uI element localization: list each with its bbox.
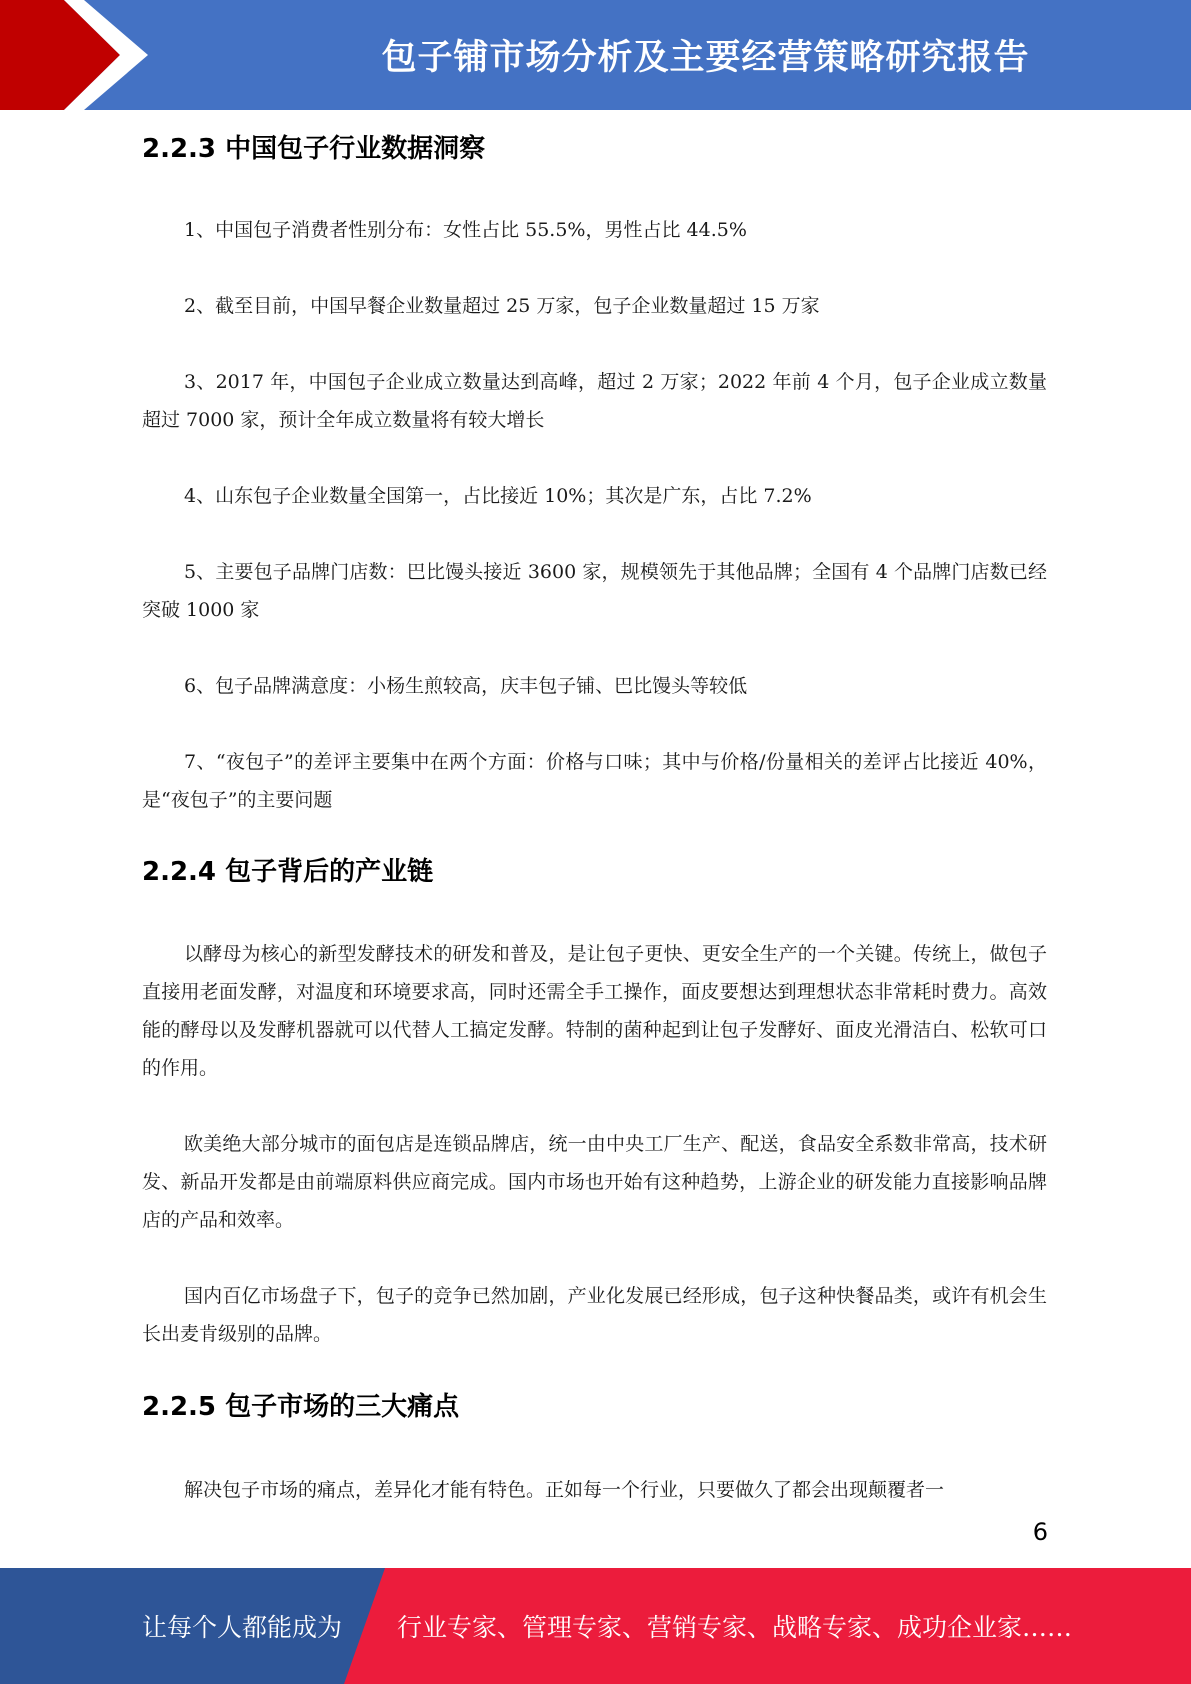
section-heading-2-2-3: 2.2.3 中国包子行业数据洞察 <box>142 134 486 164</box>
paragraph: 欧美绝大部分城市的面包店是连锁品牌店，统一由中央工厂生产、配送，食品安全系数非常高，技术研发、新品开发都是由前端原料供应商完成。国内市场也开始有这种趋势，上游企业的研发能力直接影响品牌店的产品和效率。 <box>142 1133 1047 1231</box>
paragraph: 4、山东包子企业数量全国第一，占比接近 10%；其次是广东，占比 7.2% <box>184 485 812 507</box>
section-heading-2-2-4: 2.2.4 包子背后的产业链 <box>142 857 434 887</box>
header-arrow-decoration <box>0 0 200 110</box>
report-title: 包子铺市场分析及主要经营策略研究报告 <box>381 38 1030 78</box>
page-footer <box>0 1568 1191 1684</box>
footer-slogan-right: 行业专家、管理专家、营销专家、战略专家、成功企业家…… <box>397 1613 1073 1642</box>
paragraph: 以酵母为核心的新型发酵技术的研发和普及，是让包子更快、更安全生产的一个关键。传统上，做包子直接用老面发酵，对温度和环境要求高，同时还需全手工操作，面皮要想达到理想状态非常耗时费力。高效能的酵母以及发酵机器就可以代替人工搞定发酵。特制的菌种起到让包子发酵好、面皮光滑洁白、松软可口的作用。 <box>142 943 1047 1079</box>
page-number: 6 <box>1032 1518 1048 1546</box>
paragraph: 2、截至目前，中国早餐企业数量超过 25 万家，包子企业数量超过 15 万家 <box>184 295 820 317</box>
paragraph: 解决包子市场的痛点，差异化才能有特色。正如每一个行业，只要做久了都会出现颠覆者一 <box>184 1479 945 1501</box>
paragraph: 6、包子品牌满意度：小杨生煎较高，庆丰包子铺、巴比馒头等较低 <box>184 675 748 697</box>
paragraph: 5、主要包子品牌门店数：巴比馒头接近 3600 家，规模领先于其他品牌；全国有 4 个品牌门店数已经突破 1000 家 <box>142 561 1047 621</box>
section-heading-2-2-5: 2.2.5 包子市场的三大痛点 <box>142 1392 460 1422</box>
paragraph: 1、中国包子消费者性别分布：女性占比 55.5%，男性占比 44.5% <box>184 219 747 241</box>
paragraph: 3、2017 年，中国包子企业成立数量达到高峰，超过 2 万家；2022 年前 4 个月，包子企业成立数量超过 7000 家，预计全年成立数量将有较大增长 <box>142 371 1047 431</box>
page-header <box>0 0 1191 110</box>
paragraph: 国内百亿市场盘子下，包子的竞争已然加剧，产业化发展已经形成，包子这种快餐品类，或许有机会生长出麦肯级别的品牌。 <box>142 1285 1047 1345</box>
footer-slogan-left: 让每个人都能成为 <box>142 1613 343 1642</box>
paragraph: 7、“夜包子”的差评主要集中在两个方面：价格与口味；其中与价格/份量相关的差评占比接近 40%，是“夜包子”的主要问题 <box>142 751 1047 811</box>
